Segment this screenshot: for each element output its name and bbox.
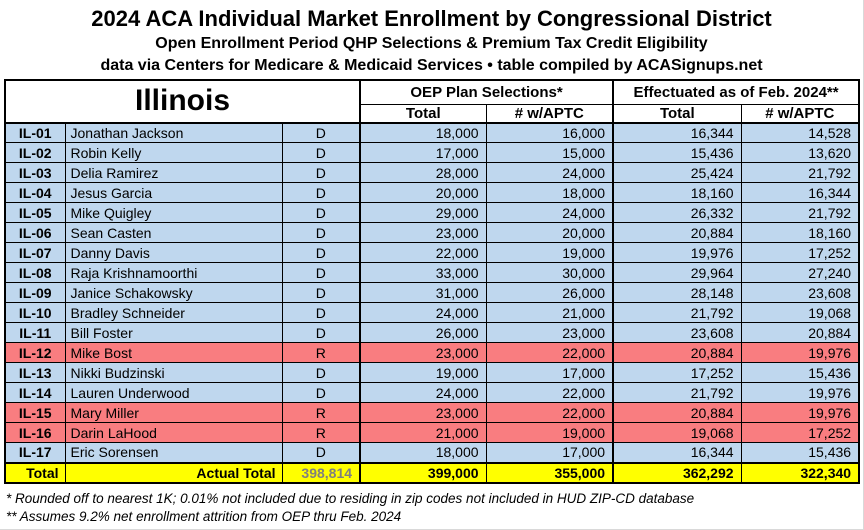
district-cell: IL-11 xyxy=(5,323,65,343)
oep-total-cell: 23,000 xyxy=(360,343,486,363)
district-cell: IL-13 xyxy=(5,363,65,383)
representative-cell: Robin Kelly xyxy=(65,143,282,163)
party-cell: R xyxy=(282,423,360,443)
oep-total-cell: 18,000 xyxy=(360,443,486,463)
oep-total-cell: 20,000 xyxy=(360,183,486,203)
representative-cell: Bradley Schneider xyxy=(65,303,282,323)
oep-total-cell: 22,000 xyxy=(360,243,486,263)
party-cell: D xyxy=(282,263,360,283)
representative-cell: Darin LaHood xyxy=(65,423,282,443)
column-group-oep: OEP Plan Selections* xyxy=(360,80,613,104)
eff-total-cell: 28,148 xyxy=(613,283,741,303)
party-cell: D xyxy=(282,303,360,323)
eff-aptc-cell: 19,068 xyxy=(741,303,859,323)
total-oep-aptc-cell: 355,000 xyxy=(486,463,613,483)
district-cell: IL-06 xyxy=(5,223,65,243)
representative-cell: Jesus Garcia xyxy=(65,183,282,203)
oep-total-cell: 33,000 xyxy=(360,263,486,283)
total-row xyxy=(5,463,859,483)
oep-aptc-cell: 22,000 xyxy=(486,403,613,423)
eff-total-cell: 20,884 xyxy=(613,343,741,363)
title-block xyxy=(0,0,863,77)
oep-total-cell: 26,000 xyxy=(360,323,486,343)
district-cell: IL-01 xyxy=(5,123,65,143)
eff-total-cell: 16,344 xyxy=(613,123,741,143)
oep-aptc-cell: 22,000 xyxy=(486,343,613,363)
oep-total-cell: 23,000 xyxy=(360,403,486,423)
enrollment-table xyxy=(4,79,860,484)
district-cell: IL-09 xyxy=(5,283,65,303)
district-cell: IL-03 xyxy=(5,163,65,183)
oep-aptc-cell: 17,000 xyxy=(486,363,613,383)
eff-aptc-cell: 21,792 xyxy=(741,203,859,223)
representative-cell: Lauren Underwood xyxy=(65,383,282,403)
party-cell: D xyxy=(282,183,360,203)
total-oep-total-cell: 399,000 xyxy=(360,463,486,483)
eff-aptc-cell: 19,976 xyxy=(741,343,859,363)
oep-aptc-cell: 24,000 xyxy=(486,203,613,223)
eff-aptc-cell: 27,240 xyxy=(741,263,859,283)
representative-cell: Raja Krishnamoorthi xyxy=(65,263,282,283)
party-cell: R xyxy=(282,403,360,423)
oep-aptc-cell: 18,000 xyxy=(486,183,613,203)
district-cell: IL-17 xyxy=(5,443,65,463)
table-row xyxy=(5,343,859,363)
actual-total-value-cell: 398,814 xyxy=(282,463,360,483)
oep-total-cell: 19,000 xyxy=(360,363,486,383)
eff-total-cell: 23,608 xyxy=(613,323,741,343)
party-cell: D xyxy=(282,123,360,143)
table-row xyxy=(5,423,859,443)
table-row xyxy=(5,123,859,143)
eff-aptc-cell: 23,608 xyxy=(741,283,859,303)
table-row xyxy=(5,203,859,223)
eff-total-cell: 29,964 xyxy=(613,263,741,283)
table-row xyxy=(5,383,859,403)
representative-cell: Jonathan Jackson xyxy=(65,123,282,143)
district-cell: IL-14 xyxy=(5,383,65,403)
oep-aptc-cell: 15,000 xyxy=(486,143,613,163)
eff-aptc-cell: 21,792 xyxy=(741,163,859,183)
party-cell: D xyxy=(282,203,360,223)
eff-total-cell: 21,792 xyxy=(613,303,741,323)
table-row xyxy=(5,183,859,203)
district-cell: IL-15 xyxy=(5,403,65,423)
eff-aptc-cell: 20,884 xyxy=(741,323,859,343)
oep-aptc-cell: 16,000 xyxy=(486,123,613,143)
district-cell: IL-16 xyxy=(5,423,65,443)
party-cell: D xyxy=(282,363,360,383)
eff-aptc-cell: 15,436 xyxy=(741,363,859,383)
oep-aptc-cell: 17,000 xyxy=(486,443,613,463)
party-cell: R xyxy=(282,343,360,363)
party-cell: D xyxy=(282,243,360,263)
oep-total-cell: 31,000 xyxy=(360,283,486,303)
representative-cell: Sean Casten xyxy=(65,223,282,243)
total-label-cell: Total xyxy=(5,463,65,483)
table-row xyxy=(5,303,859,323)
column-group-effectuated: Effectuated as of Feb. 2024** xyxy=(613,80,859,104)
table-row xyxy=(5,403,859,423)
district-cell: IL-02 xyxy=(5,143,65,163)
oep-total-cell: 29,000 xyxy=(360,203,486,223)
party-cell: D xyxy=(282,443,360,463)
district-cell: IL-12 xyxy=(5,343,65,363)
column-header-oep-aptc: # w/APTC xyxy=(486,104,613,123)
district-cell: IL-05 xyxy=(5,203,65,223)
eff-aptc-cell: 18,160 xyxy=(741,223,859,243)
eff-aptc-cell: 19,976 xyxy=(741,403,859,423)
representative-cell: Janice Schakowsky xyxy=(65,283,282,303)
table-row xyxy=(5,443,859,463)
representative-cell: Bill Foster xyxy=(65,323,282,343)
footnote-attrition: ** Assumes 9.2% net enrollment attrition from OEP thru Feb. 2024 xyxy=(6,508,402,524)
table-row xyxy=(5,363,859,383)
column-header-eff-total: Total xyxy=(613,104,741,123)
representative-cell: Nikki Budzinski xyxy=(65,363,282,383)
district-cell: IL-08 xyxy=(5,263,65,283)
eff-total-cell: 26,332 xyxy=(613,203,741,223)
eff-aptc-cell: 14,528 xyxy=(741,123,859,143)
page-source-line: data via Centers for Medicare & Medicaid Services • table compiled by ACASignups.net xyxy=(100,57,763,74)
oep-total-cell: 21,000 xyxy=(360,423,486,443)
party-cell: D xyxy=(282,223,360,243)
eff-total-cell: 18,160 xyxy=(613,183,741,203)
party-cell: D xyxy=(282,383,360,403)
representative-cell: Danny Davis xyxy=(65,243,282,263)
representative-cell: Mike Bost xyxy=(65,343,282,363)
footnote-rounding: * Rounded off to nearest 1K; 0.01% not included due to residing in zip codes not included in HUD ZIP-CD database xyxy=(6,490,695,506)
eff-aptc-cell: 19,976 xyxy=(741,383,859,403)
district-cell: IL-04 xyxy=(5,183,65,203)
party-cell: D xyxy=(282,143,360,163)
oep-aptc-cell: 24,000 xyxy=(486,163,613,183)
oep-aptc-cell: 30,000 xyxy=(486,263,613,283)
table-body xyxy=(5,123,859,463)
eff-total-cell: 17,252 xyxy=(613,363,741,383)
eff-total-cell: 21,792 xyxy=(613,383,741,403)
column-header-oep-total: Total xyxy=(360,104,486,123)
eff-total-cell: 19,976 xyxy=(613,243,741,263)
table-row xyxy=(5,283,859,303)
table-row xyxy=(5,223,859,243)
oep-aptc-cell: 19,000 xyxy=(486,243,613,263)
oep-total-cell: 23,000 xyxy=(360,223,486,243)
table-row xyxy=(5,323,859,343)
party-cell: D xyxy=(282,283,360,303)
oep-aptc-cell: 22,000 xyxy=(486,383,613,403)
eff-total-cell: 25,424 xyxy=(613,163,741,183)
actual-total-label-cell: Actual Total xyxy=(65,463,282,483)
table-header xyxy=(5,80,859,123)
district-cell: IL-10 xyxy=(5,303,65,323)
representative-cell: Mike Quigley xyxy=(65,203,282,223)
eff-aptc-cell: 13,620 xyxy=(741,143,859,163)
eff-total-cell: 15,436 xyxy=(613,143,741,163)
party-cell: D xyxy=(282,163,360,183)
eff-aptc-cell: 15,436 xyxy=(741,443,859,463)
eff-total-cell: 19,068 xyxy=(613,423,741,443)
oep-aptc-cell: 19,000 xyxy=(486,423,613,443)
eff-aptc-cell: 17,252 xyxy=(741,423,859,443)
state-header: Illinois xyxy=(5,80,360,123)
table-row xyxy=(5,143,859,163)
oep-aptc-cell: 20,000 xyxy=(486,223,613,243)
representative-cell: Eric Sorensen xyxy=(65,443,282,463)
eff-aptc-cell: 17,252 xyxy=(741,243,859,263)
oep-aptc-cell: 23,000 xyxy=(486,323,613,343)
representative-cell: Mary Miller xyxy=(65,403,282,423)
oep-total-cell: 24,000 xyxy=(360,303,486,323)
table-row xyxy=(5,243,859,263)
total-eff-total-cell: 362,292 xyxy=(613,463,741,483)
eff-aptc-cell: 16,344 xyxy=(741,183,859,203)
oep-total-cell: 18,000 xyxy=(360,123,486,143)
page-title: 2024 ACA Individual Market Enrollment by Congressional District xyxy=(91,6,772,31)
table-row xyxy=(5,163,859,183)
page-subtitle: Open Enrollment Period QHP Selections & Premium Tax Credit Eligibility xyxy=(155,35,708,52)
representative-cell: Delia Ramirez xyxy=(65,163,282,183)
total-eff-aptc-cell: 322,340 xyxy=(741,463,859,483)
footnotes xyxy=(6,490,863,526)
oep-total-cell: 24,000 xyxy=(360,383,486,403)
oep-total-cell: 17,000 xyxy=(360,143,486,163)
eff-total-cell: 20,884 xyxy=(613,223,741,243)
column-header-eff-aptc: # w/APTC xyxy=(741,104,859,123)
eff-total-cell: 20,884 xyxy=(613,403,741,423)
party-cell: D xyxy=(282,323,360,343)
oep-aptc-cell: 26,000 xyxy=(486,283,613,303)
eff-total-cell: 16,344 xyxy=(613,443,741,463)
district-cell: IL-07 xyxy=(5,243,65,263)
table-row xyxy=(5,263,859,283)
oep-aptc-cell: 21,000 xyxy=(486,303,613,323)
oep-total-cell: 28,000 xyxy=(360,163,486,183)
